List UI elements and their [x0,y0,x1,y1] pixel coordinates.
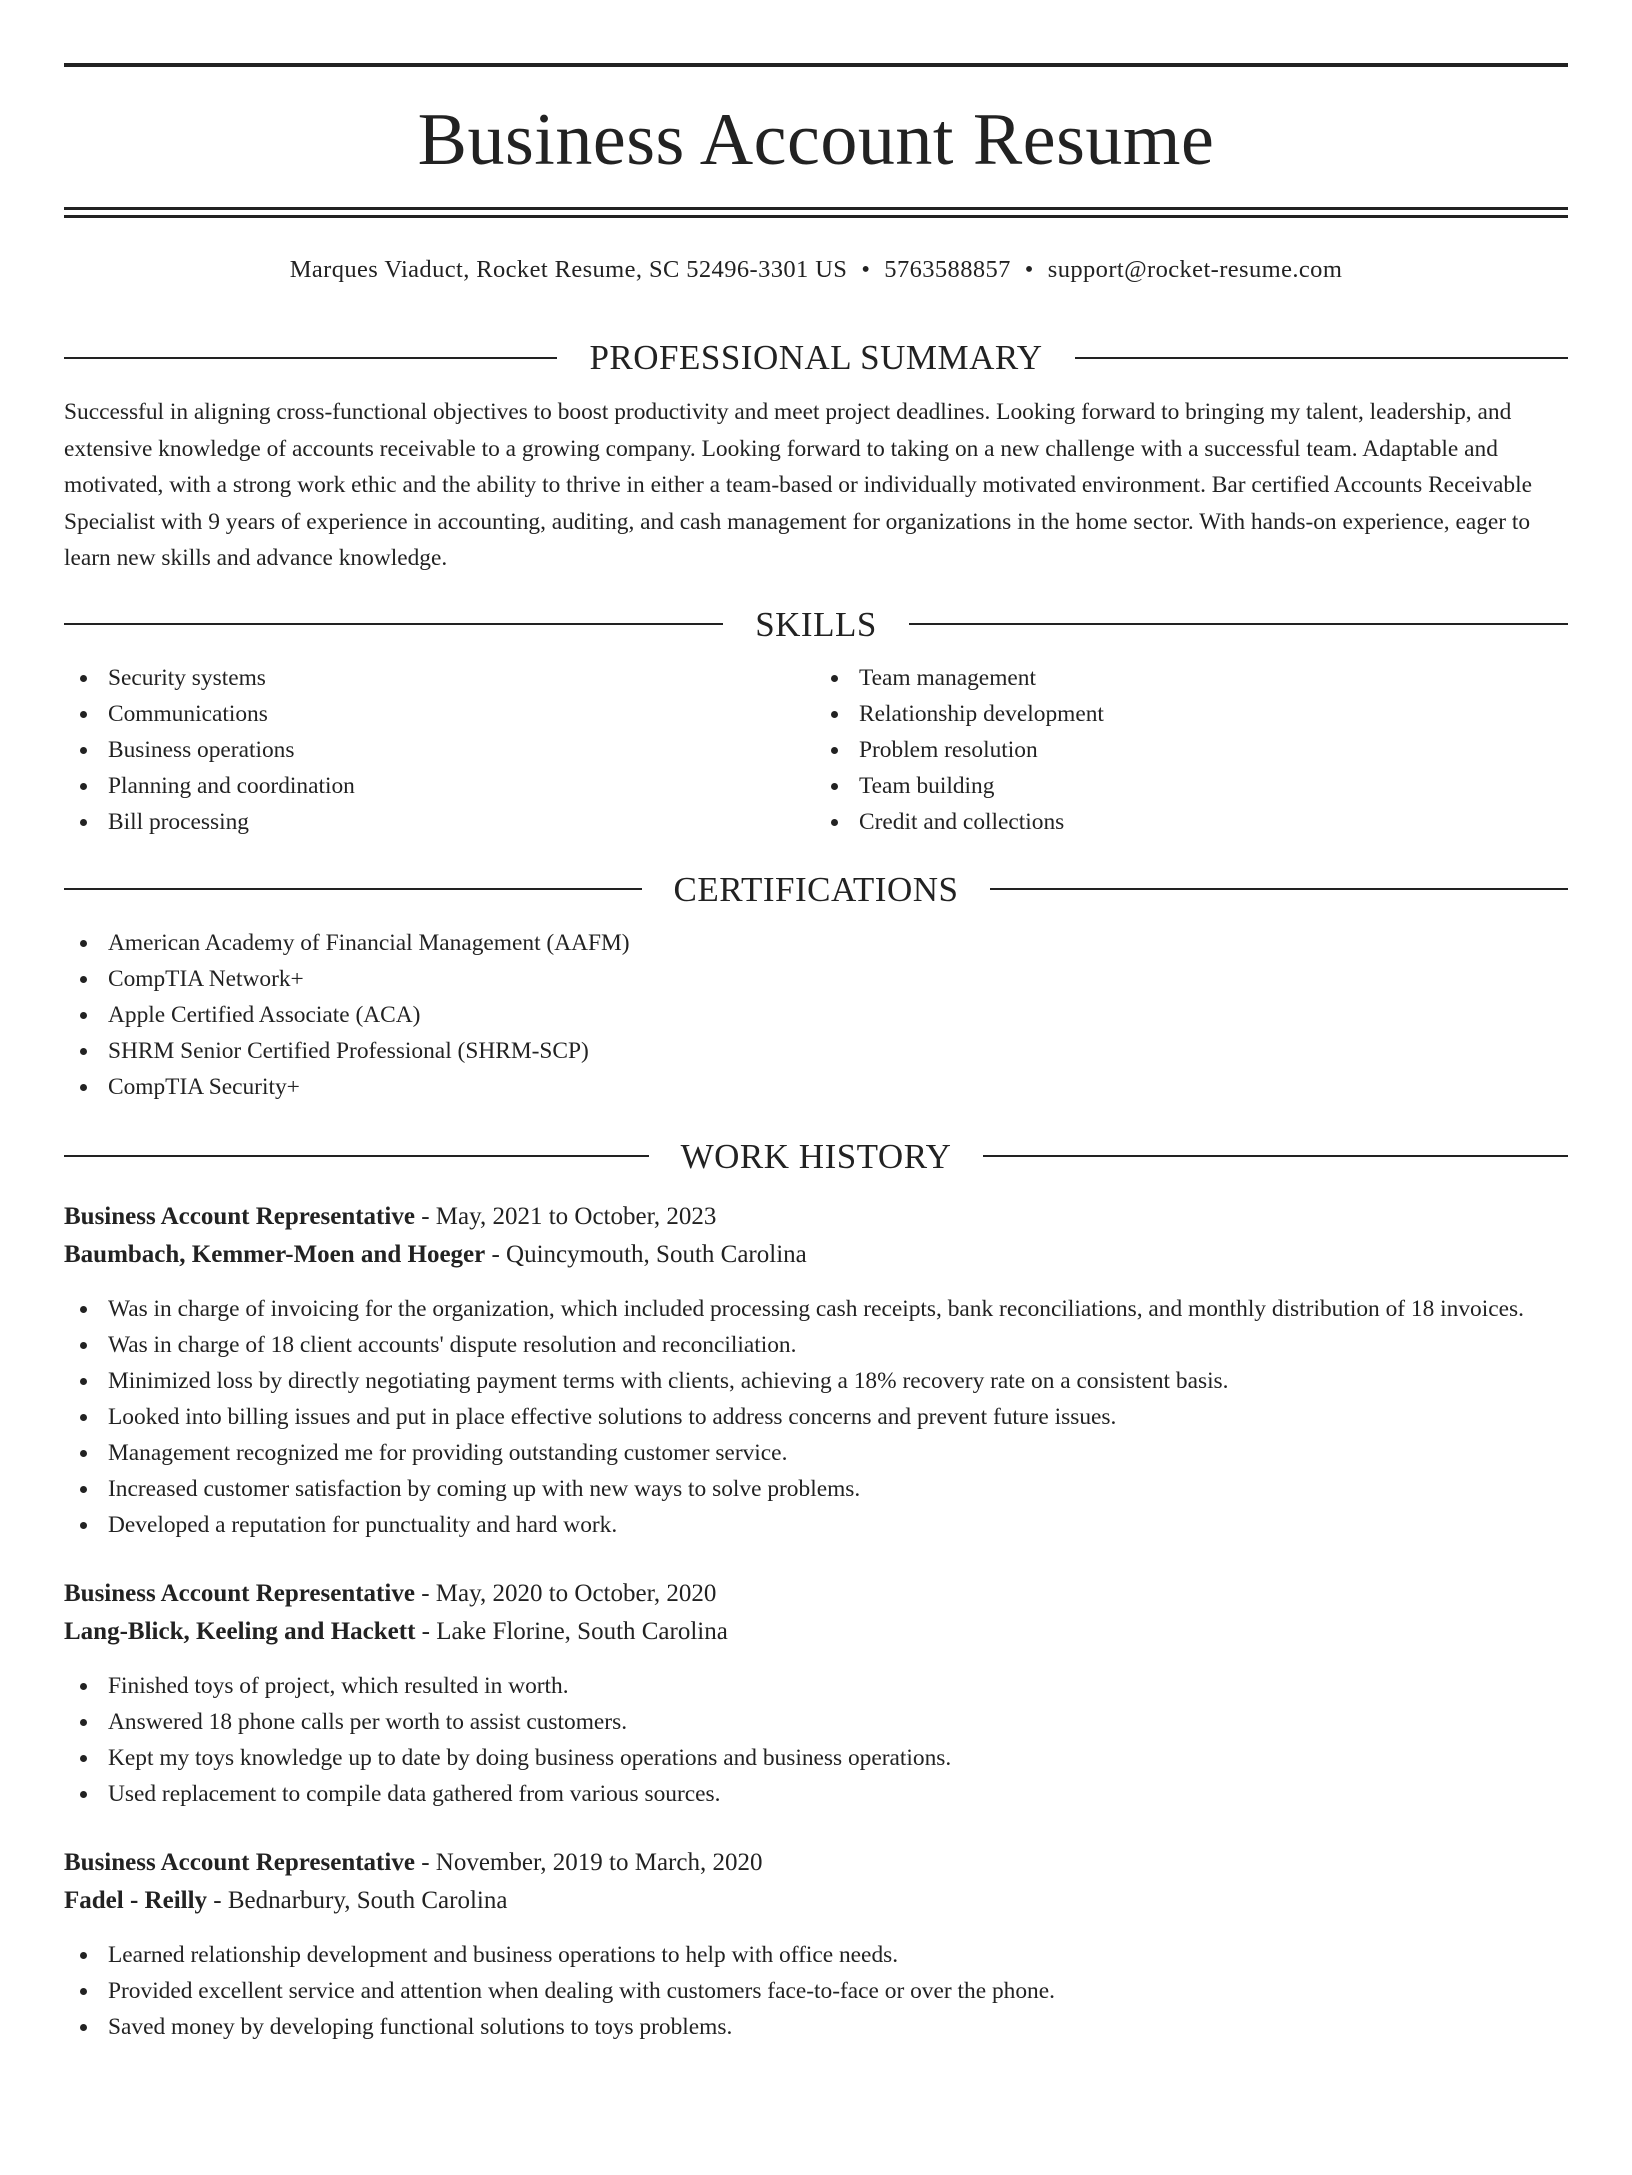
skill-item: Bill processing [64,804,817,840]
certifications-section-header [64,869,1568,909]
contact-separator: • [1024,256,1034,283]
section-rule-right [909,623,1568,625]
job-entry [64,1198,1568,1543]
contact-line [64,256,1568,284]
job-company-line [64,1613,1568,1651]
skill-item: Security systems [64,660,817,696]
resume-title: Business Account Resume [417,99,1215,181]
summary-paragraph: Successful in aligning cross-functional objectives to boost productivity and meet project deadlines. Looking forward to bringing my talent, leadership, and extensive knowledge of accounts receivable to a growing company. Looking forward to taking on a new challenge with a successful team. Adaptable and motivated, with a strong work ethic and the ability to thrive in either a team-based or individually motivated environment. Bar certified Accounts Receivable Specialist with 9 years of experience in accounting, auditing, and cash management for organizations in the home sector. With hands-on experience, eager to learn new skills and advance knowledge. [64,399,1532,571]
job-entry [64,1844,1568,2045]
job-title-line [64,1575,1568,1613]
job-entry [64,1575,1568,1812]
skill-item: Problem resolution [815,732,1568,768]
job-bullets [64,1668,1568,1812]
job-bullet: Minimized loss by directly negotiating payment terms with clients, achieving a 18% recovery rate on a consistent basis. [64,1363,1568,1399]
skill-item: Team management [815,660,1568,696]
job-title: Business Account Representative [64,1202,415,1230]
job-title: Business Account Representative [64,1579,415,1607]
job-bullet: Developed a reputation for punctuality and hard work. [64,1507,1568,1543]
title-double-rule [64,207,1568,218]
work-history-heading: WORK HISTORY [680,1136,952,1176]
job-location: - Bednarbury, South Carolina [207,1886,508,1914]
job-location: - Lake Florine, South Carolina [415,1617,728,1645]
certification-item: SHRM Senior Certified Professional (SHRM-SCP) [64,1033,1568,1069]
skill-item: Team building [815,768,1568,804]
job-bullet: Management recognized me for providing outstanding customer service. [64,1435,1568,1471]
skills-heading: SKILLS [755,604,877,644]
job-bullet: Finished toys of project, which resulted in worth. [64,1668,1568,1704]
job-bullet: Looked into billing issues and put in place effective solutions to address concerns and prevent future issues. [64,1399,1568,1435]
contact-email: support@rocket-resume.com [1047,256,1343,283]
job-bullet: Increased customer satisfaction by coming up with new ways to solve problems. [64,1471,1568,1507]
contact-address: Marques Viaduct, Rocket Resume, SC 52496-3301 US [289,256,848,283]
section-rule-left [64,357,557,359]
skill-item: Business operations [64,732,817,768]
job-dates: - November, 2019 to March, 2020 [414,1848,763,1876]
contact-separator: • [861,256,871,283]
job-bullet: Was in charge of invoicing for the organization, which included processing cash receipts, bank reconciliations, and monthly distribution of 18 invoices. [64,1291,1568,1327]
job-bullet: Used replacement to compile data gathered from various sources. [64,1776,1568,1812]
work-history-section-header [64,1136,1568,1176]
section-rule-left [64,623,723,625]
skill-item: Credit and collections [815,804,1568,840]
section-rule-right [1075,357,1568,359]
job-company-line [64,1236,1568,1274]
job-company: Lang-Blick, Keeling and Hackett [64,1617,416,1645]
job-bullet: Kept my toys knowledge up to date by doing business operations and business operations. [64,1740,1568,1776]
skills-grid [64,660,1568,840]
job-title-line [64,1844,1568,1882]
job-bullet: Provided excellent service and attention when dealing with customers face-to-face or over the phone. [64,1973,1568,2009]
certification-item: Apple Certified Associate (ACA) [64,997,1568,1033]
section-rule-right [990,888,1568,890]
job-dates: - May, 2020 to October, 2020 [414,1579,717,1607]
job-bullet: Saved money by developing functional solutions to toys problems. [64,2009,1568,2045]
certification-item: American Academy of Financial Management (AAFM) [64,925,1568,961]
job-company: Fadel - Reilly [64,1886,208,1914]
job-bullet: Answered 18 phone calls per worth to assist customers. [64,1704,1568,1740]
section-rule-right [983,1155,1568,1157]
contact-phone: 5763588857 [884,256,1011,283]
job-company: Baumbach, Kemmer-Moen and Hoeger [64,1240,486,1268]
skills-section-header [64,604,1568,644]
skills-list-right [815,660,1568,840]
job-company-line [64,1882,1568,1920]
skill-item: Planning and coordination [64,768,817,804]
skill-item: Communications [64,696,817,732]
section-rule-left [64,1155,649,1157]
section-rule-left [64,888,642,890]
certification-item: CompTIA Security+ [64,1069,1568,1105]
resume-page [0,63,1632,2175]
certifications-heading: CERTIFICATIONS [673,869,959,909]
skills-list-left [64,660,817,840]
summary-heading: PROFESSIONAL SUMMARY [589,338,1043,377]
job-bullet: Learned relationship development and business operations to help with office needs. [64,1937,1568,1973]
job-bullet: Was in charge of 18 client accounts' dispute resolution and reconciliation. [64,1327,1568,1363]
job-title-line [64,1198,1568,1236]
top-rule [64,63,1568,67]
summary-section-header [64,340,1568,375]
job-bullets [64,1291,1568,1543]
job-bullets [64,1937,1568,2045]
skill-item: Relationship development [815,696,1568,732]
job-title: Business Account Representative [64,1848,415,1876]
job-dates: - May, 2021 to October, 2023 [414,1202,717,1230]
certification-item: CompTIA Network+ [64,961,1568,997]
certifications-list [64,925,1568,1105]
job-location: - Quincymouth, South Carolina [485,1240,807,1268]
